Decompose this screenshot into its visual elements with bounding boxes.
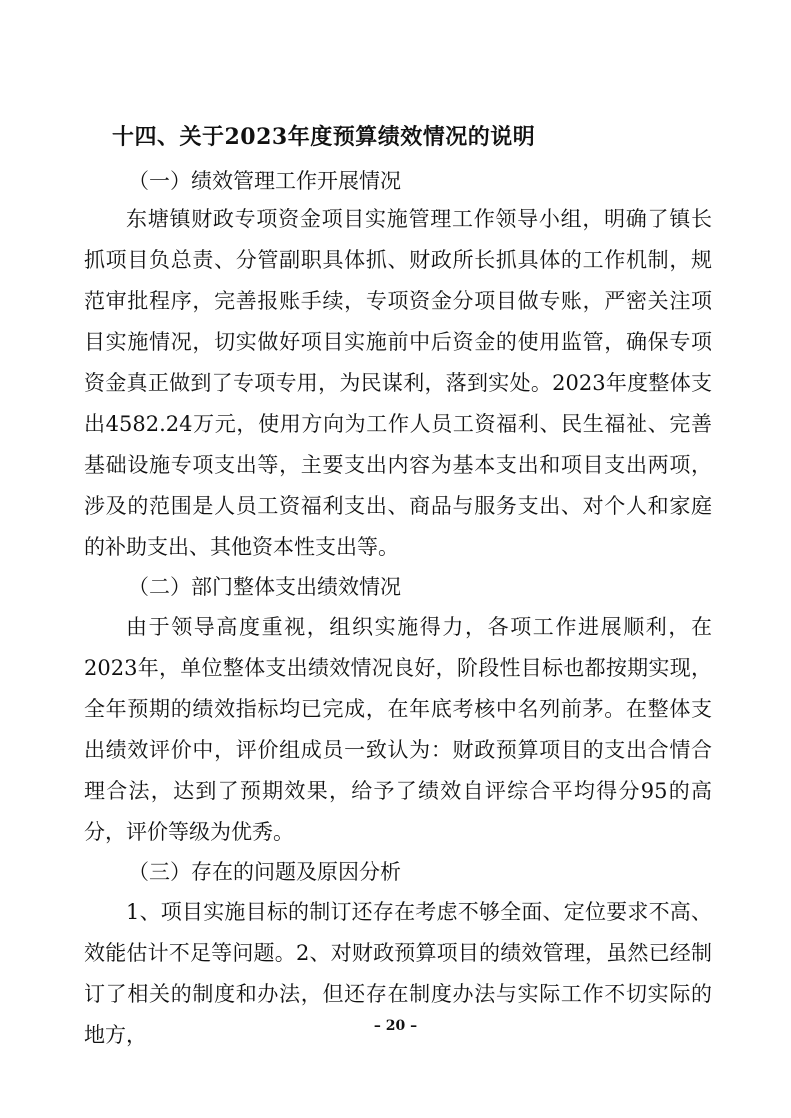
subsection-heading-2: （二）部门整体支出绩效情况: [128, 575, 401, 599]
subsection-heading-1: （一）绩效管理工作开展情况: [128, 169, 401, 193]
page-number: – 20 –: [373, 1018, 418, 1034]
subsection-heading-3: （三）存在的问题及原因分析: [128, 860, 401, 884]
subsection-paragraph-1: 东塘镇财政专项资金项目实施管理工作领导小组，明确了镇长抓项目负总责、分管副职具体抓、财政所长抓具体的工作机制，规范审批程序，完善报账手续，专项资金分项目做专账，严密关注项目实施情况，切实做好项目实施前中后资金的使用监管，确保专项资金真正做到了专项专用，为民谋利，落到实处。2023年度整体支出4582.24万元，使用方向为工作人员工资福利、民生福祉、完善基础设施专项支出等，主要支出内容为基本支出和项目支出两项，涉及的范围是人员工资福利支出、商品与服务支出、对个人和家庭的补助支出、其他资本性支出等。: [84, 207, 712, 559]
subsection-paragraph-2: 由于领导高度重视，组织实施得力，各项工作进展顺利，在2023年，单位整体支出绩效情况良好，阶段性目标也都按期实现，全年预期的绩效指标均已完成，在年底考核中名列前茅。在整体支出绩效评价中，评价组成员一致认为：财政预算项目的支出合情合理合法，达到了预期效果，给予了绩效自评综合平均得分95的高分，评价等级为优秀。: [84, 615, 712, 844]
section-title: 十四、关于2023年度预算绩效情况的说明: [112, 124, 536, 150]
subsection-paragraph-3: 1、项目实施目标的制订还存在考虑不够全面、定位要求不高、效能估计不足等问题。2、对财政预算项目的绩效管理，虽然已经制订了相关的制度和办法，但还存在制度办法与实际工作不切实际的地方，: [84, 900, 712, 1047]
